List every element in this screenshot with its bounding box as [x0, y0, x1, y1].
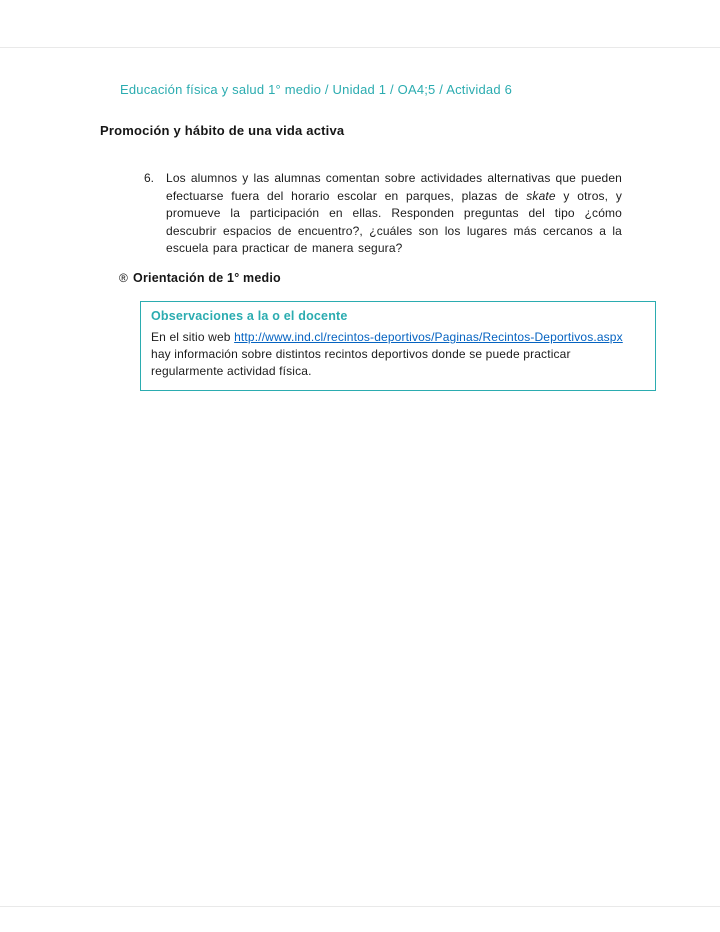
orientation-reference-label: Orientación de 1° medio — [133, 271, 281, 285]
orientation-reference-line — [119, 271, 281, 285]
activity-text-part2: y otros, y promueve la participación en ellas. Responden preguntas del tipo ¿cómo descubrir espacios de encuentro?, ¿cuáles son los lugares más cercanos a la escuela para practicar de manera segura? — [166, 188, 622, 255]
teacher-observations-box — [140, 301, 656, 391]
activity-number: 6. — [144, 171, 155, 185]
observations-text-after-link: hay información sobre distintos recintos deportivos donde se puede practicar regularmente actividad física. — [151, 347, 571, 378]
section-title: Promoción y hábito de una vida activa — [100, 123, 345, 138]
activity-text — [166, 170, 622, 258]
breadcrumb: Educación física y salud 1° medio / Unidad 1 / OA4;5 / Actividad 6 — [120, 82, 512, 97]
activity-text-italic: skate — [526, 188, 556, 203]
page-edge-bottom — [0, 906, 720, 907]
observations-text — [151, 329, 645, 380]
observations-text-before-link: En el sitio web — [151, 330, 235, 344]
observations-title: Observaciones a la o el docente — [151, 309, 348, 323]
recintos-deportivos-link[interactable]: http://www.ind.cl/recintos-deportivos/Paginas/Recintos-Deportivos.aspx — [234, 330, 623, 344]
activity-item — [144, 170, 622, 258]
activity-text-part1: Los alumnos y las alumnas comentan sobre actividades alternativas que pueden efectuarse fuera del horario escolar en parques, plazas de — [166, 171, 622, 203]
page-edge-top — [0, 47, 720, 48]
registered-icon: ® — [119, 271, 129, 285]
